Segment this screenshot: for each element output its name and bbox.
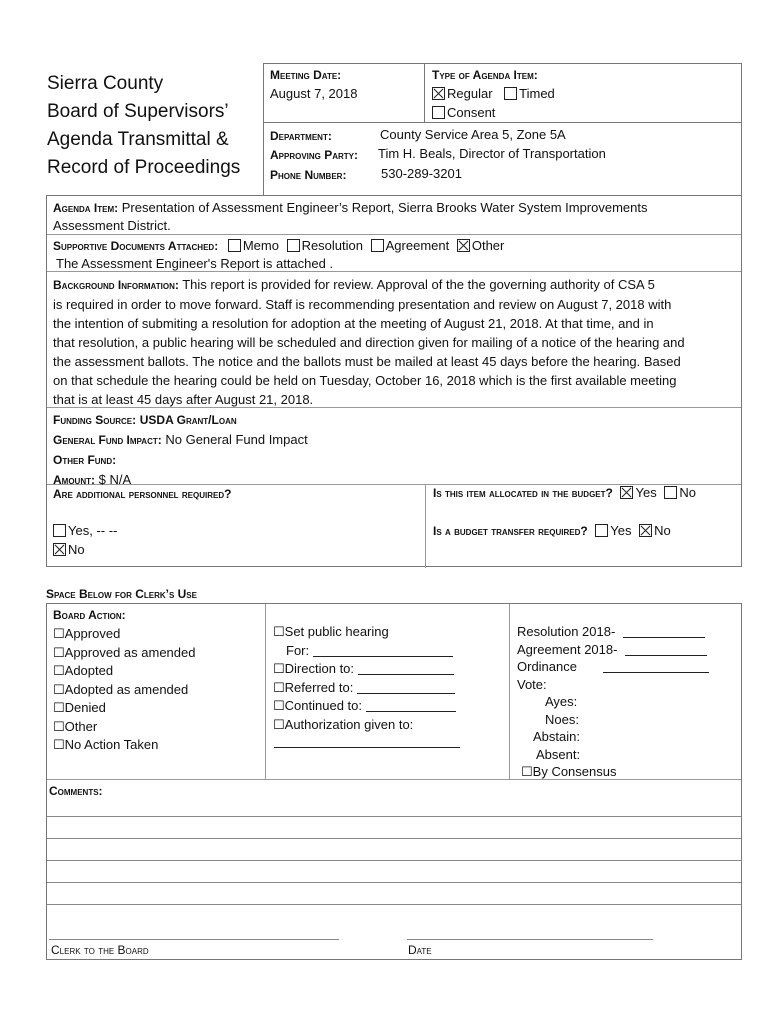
phone-label: Phone Number: [270, 168, 347, 182]
comment-line-3[interactable] [47, 860, 741, 861]
amount-label: Amount: [53, 473, 95, 487]
form-title [47, 70, 240, 182]
checkbox-icon: ☐ [53, 737, 65, 752]
amount-value: $ N/A [98, 472, 132, 487]
approving-party-label: Approving Party: [270, 148, 359, 162]
direction-row[interactable]: ☐Direction to: [273, 660, 456, 679]
agenda-item-label: Agenda Item: [53, 201, 119, 215]
other-label: Other [471, 238, 505, 253]
comment-line-2[interactable] [47, 838, 741, 839]
regular-checkbox[interactable] [432, 87, 445, 100]
clerk-signature-line[interactable] [49, 939, 339, 940]
vote-label: Vote: [517, 676, 547, 692]
budget-no-label: No [679, 485, 696, 500]
clerk-use-header: Space Below for Clerk’s Use [46, 587, 197, 601]
resolution-checkbox[interactable] [287, 239, 300, 252]
checkbox-icon: ☐ [273, 698, 285, 713]
timed-checkbox[interactable] [504, 87, 517, 100]
timed-label: Timed [519, 86, 555, 101]
resolution-blank[interactable] [623, 625, 705, 638]
agreement-label: Agreement [385, 238, 450, 253]
general-fund-label: General Fund Impact: [53, 433, 162, 447]
meeting-date-label: Meeting Date: [270, 68, 342, 82]
regular-label: Regular [447, 86, 493, 101]
consent-checkbox[interactable] [432, 106, 445, 119]
background-label: Background Information: [53, 278, 179, 292]
funding-source-value: USDA Grant/Loan [139, 413, 237, 427]
background-line-2: is required in order to move forward. Staff is recommending presentation and review on August 7, 2018 with [53, 297, 672, 312]
comment-line-5[interactable] [47, 904, 741, 905]
transfer-no-checkbox[interactable] [639, 524, 652, 537]
personnel-yes-row [53, 523, 117, 538]
title-line-4: Record of Proceedings [47, 157, 241, 178]
checkbox-icon: ☐ [53, 644, 65, 660]
agenda-item-line2: Assessment District. [53, 218, 171, 233]
clerk-box [46, 603, 742, 960]
title-line-1: Sierra County [47, 73, 164, 94]
date-signature-line[interactable] [407, 939, 653, 940]
meeting-date-value: August 7, 2018 [270, 86, 358, 101]
budget-allocated-label: Is this item allocated in the budget? [433, 486, 613, 500]
continued-blank[interactable] [366, 699, 456, 712]
checkbox-icon: ☐ [273, 679, 285, 695]
comment-line-4[interactable] [47, 882, 741, 883]
background-line-6: on that schedule the hearing could be held on Tuesday, October 16, 2018 which is the first available meeting [53, 373, 677, 388]
checkbox-icon: ☐ [53, 663, 65, 678]
board-action-other[interactable]: ☐Other [53, 718, 98, 734]
agenda-item-line1: Presentation of Assessment Engineer’s Report, Sierra Brooks Water System Improvements [121, 200, 648, 215]
date-signature-label: Date [408, 943, 432, 957]
clerk-signature-label: Clerk to the Board [51, 943, 149, 957]
background-line-4: that resolution, a public hearing will be scheduled and direction given for mailing of a notice of the hearing and [53, 335, 685, 350]
phone-value: 530-289-3201 [381, 166, 462, 181]
supportive-docs-label: Supportive Documents Attached: [53, 239, 219, 253]
set-hearing-row[interactable]: ☐Set public hearing [273, 624, 389, 639]
consent-label: Consent [447, 105, 496, 120]
noes-label: Noes: [545, 711, 579, 727]
direction-blank[interactable] [358, 662, 454, 675]
board-action-no-action[interactable]: ☐No Action Taken [53, 737, 159, 752]
transfer-yes-checkbox[interactable] [595, 524, 608, 537]
comments-label: Comments: [49, 784, 103, 798]
checkbox-icon: ☐ [521, 764, 533, 779]
right-actions [517, 623, 709, 781]
personnel-yes-label: Yes, -- -- [68, 523, 118, 538]
resolution-row: Resolution 2018- [517, 623, 709, 641]
budget-allocated-row [433, 485, 696, 500]
continued-row[interactable]: ☐Continued to: [273, 697, 456, 716]
memo-label: Memo [242, 238, 279, 253]
approving-party-value: Tim H. Beals, Director of Transportation [378, 146, 606, 161]
abstain-label: Abstain: [533, 729, 580, 744]
personnel-yes-checkbox[interactable] [53, 524, 66, 537]
transfer-yes-label: Yes [610, 523, 632, 538]
referred-row[interactable]: ☐Referred to: [273, 679, 456, 698]
background-info [53, 275, 737, 409]
funding-source-label: Funding Source: [53, 413, 137, 427]
budget-no-checkbox[interactable] [664, 486, 677, 499]
checkbox-icon: ☐ [53, 700, 65, 715]
for-row: For: [273, 642, 456, 661]
checkbox-icon: ☐ [273, 661, 285, 676]
checkbox-icon: ☐ [53, 626, 65, 641]
personnel-no-row [53, 542, 85, 557]
background-line-3: the intention of submiting a resolution for adoption at the meeting of August 21, 2018. At that time, and in [53, 316, 654, 331]
budget-yes-label: Yes [635, 485, 657, 500]
consent-row [432, 105, 495, 120]
general-fund-value: No General Fund Impact [165, 432, 308, 447]
background-line-7: that is at least 45 days after August 21, 2018. [53, 392, 314, 407]
board-action-denied[interactable]: ☐Denied [53, 700, 106, 715]
board-action-adopted-amended[interactable]: ☐Adopted as amended [53, 681, 189, 697]
board-action-approved[interactable]: ☐Approved [53, 626, 121, 641]
header-box [263, 63, 742, 196]
other-checkbox[interactable] [457, 239, 470, 252]
checkbox-icon: ☐ [53, 718, 65, 734]
board-action-list [53, 625, 195, 755]
background-line-5: the assessment ballots. The notice and the ballots must be mailed at least 45 days before the hearing. Based [53, 354, 681, 369]
consensus-row[interactable]: ☐By Consensus [521, 764, 617, 779]
agreement-checkbox[interactable] [371, 239, 384, 252]
transfer-no-label: No [654, 523, 671, 538]
ordinance-blank[interactable] [603, 660, 709, 673]
supportive-docs-note: The Assessment Engineer's Report is attached . [56, 256, 334, 271]
funding-section [53, 410, 308, 490]
agenda-info-box [46, 195, 742, 567]
checkbox-icon: ☐ [53, 681, 65, 697]
agenda-type-row [432, 86, 555, 101]
referred-blank[interactable] [357, 681, 455, 694]
agenda-type-label: Type of Agenda Item: [432, 68, 538, 82]
middle-actions [273, 623, 456, 734]
personnel-no-checkbox[interactable] [53, 543, 66, 556]
absent-label: Absent: [536, 746, 581, 762]
background-line-1: This report is provided for review. Approval of the the governing authority of CSA 5 [182, 277, 655, 292]
title-line-2: Board of Supervisors’ [47, 101, 229, 122]
board-action-label: Board Action: [53, 608, 126, 622]
resolution-label: Resolution [301, 238, 363, 253]
personnel-no-label: No [68, 542, 85, 557]
department-value: County Service Area 5, Zone 5A [380, 127, 566, 142]
ayes-label: Ayes: [545, 694, 578, 709]
board-action-approved-amended[interactable]: ☐Approved as amended [53, 644, 196, 660]
board-action-adopted[interactable]: ☐Adopted [53, 663, 114, 678]
for-blank[interactable] [313, 644, 453, 657]
budget-transfer-row [433, 523, 671, 538]
department-label: Department: [270, 129, 332, 143]
supportive-docs [53, 237, 504, 255]
comment-line-1[interactable] [47, 816, 741, 817]
checkbox-icon: ☐ [273, 624, 285, 639]
title-line-3: Agenda Transmittal & [47, 129, 229, 150]
memo-checkbox[interactable] [228, 239, 241, 252]
ordinance-row: Ordinance [517, 658, 709, 676]
personnel-label: Are additional personnel required? [53, 487, 232, 501]
budget-transfer-label: Is a budget transfer required? [433, 524, 588, 538]
other-fund-label: Other Fund: [53, 453, 117, 467]
authorization-blank[interactable] [274, 747, 460, 748]
agreement-blank[interactable] [625, 643, 707, 656]
checkbox-icon: ☐ [273, 716, 285, 732]
authorization-row[interactable]: ☐Authorization given to: [273, 716, 414, 732]
agenda-item [53, 199, 733, 234]
agreement-row: Agreement 2018- [517, 641, 709, 659]
budget-yes-checkbox[interactable] [620, 486, 633, 499]
